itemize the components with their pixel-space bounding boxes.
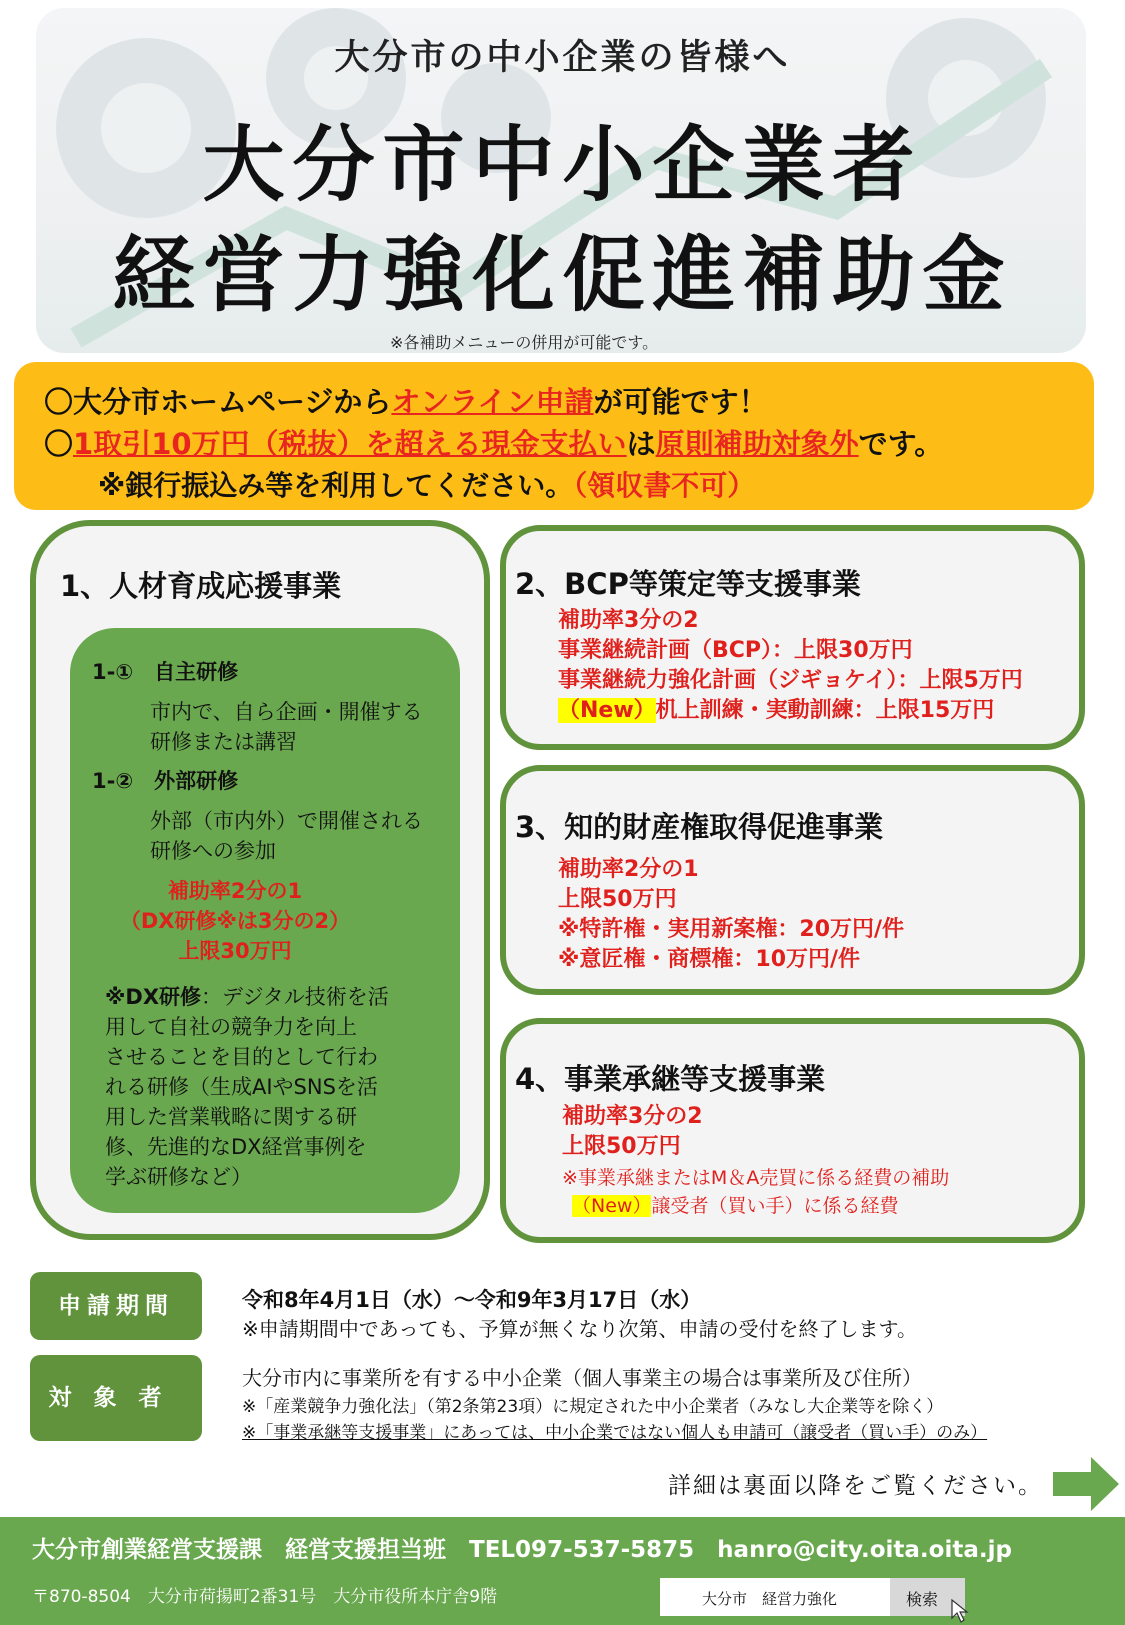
target-note-1: ※「産業競争力強化法」（第2条第23項）に規定された中小企業者（みなし大企業等を除く） <box>242 1397 944 1417</box>
program-4-buyer: （New）譲受者（買い手）に係る経費 <box>572 1195 899 1217</box>
program-3-title: 3、知的財産権取得促進事業 <box>515 810 884 844</box>
notice-box <box>14 362 1094 510</box>
program-1-2-body-1: 外部（市内外）で開催される <box>150 809 423 833</box>
program-1-title: 1、人材育成応援事業 <box>60 569 342 603</box>
program-1-dx-desc-4: れる研修（生成AIやSNSを活 <box>105 1075 378 1099</box>
new-badge: （New） <box>558 698 656 723</box>
search-input[interactable]: 大分市 経営力強化 <box>660 1578 890 1616</box>
program-4-rate: 補助率3分の2 <box>562 1104 703 1129</box>
program-2-training-limit: （New）机上訓練・実動訓練：上限15万円 <box>558 698 995 723</box>
search-button[interactable]: 検索 <box>890 1578 965 1616</box>
see-back-text: 詳細は裏面以降をご覧ください。 <box>668 1473 1043 1499</box>
period-label: 申請期間 <box>30 1272 202 1340</box>
target-label: 対象者 <box>30 1355 202 1441</box>
contact-line: 大分市創業経営支援課 経営支援担当班 TEL097-537-5875 hanro@city.oita.oita.jp <box>32 1537 1012 1563</box>
program-1-1-heading: 1-① 自主研修 <box>92 660 239 684</box>
notice-line-cash: 〇1取引10万円（税抜）を超える現金支払いは原則補助対象外です。 <box>44 427 944 461</box>
notice-line-online: 〇大分市ホームページからオンライン申請が可能です！ <box>44 385 768 419</box>
program-1-limit: 上限30万円 <box>178 939 292 963</box>
program-3-limit: 上限50万円 <box>558 887 677 912</box>
program-1-rate: 補助率2分の1 <box>167 879 303 903</box>
combination-note: ※各補助メニューの併用が可能です。 <box>390 333 659 352</box>
program-3-patent: ※特許権・実用新案権：20万円/件 <box>558 917 905 942</box>
program-2-bcp-limit: 事業継続計画（BCP）：上限30万円 <box>558 638 913 663</box>
cursor-icon <box>950 1598 972 1624</box>
program-4-title: 4、事業承継等支援事業 <box>515 1062 826 1096</box>
program-1-2-body-2: 研修への参加 <box>150 839 276 863</box>
program-3-design: ※意匠権・商標権：10万円/件 <box>558 947 861 972</box>
notice-line-bank: ※銀行振込み等を利用してください。（領収書不可） <box>98 469 756 502</box>
program-1-dx-desc-6: 修、先進的なDX経営事例を <box>105 1135 367 1159</box>
period-note: ※申請期間中であっても、予算が無くなり次第、申請の受付を終了します。 <box>242 1317 917 1341</box>
program-1-dx-rate: （DX研修※は3分の2） <box>119 909 351 933</box>
program-1-dx-desc-5: 用した営業戦略に関する研 <box>105 1105 357 1129</box>
arrow-right-icon <box>1053 1455 1121 1513</box>
page-title-line-1: 大分市中小企業者 <box>202 118 923 213</box>
program-1-1-body-1: 市内で、自ら企画・開催する <box>150 700 423 724</box>
program-1-dx-desc-7: 学ぶ研修など） <box>105 1165 252 1189</box>
lead-text: 大分市の中小企業の皆様へ <box>334 38 791 78</box>
program-1-dx-desc-1: ※DX研修：デジタル技術を活 <box>105 985 389 1009</box>
program-3-rate: 補助率2分の1 <box>558 857 699 882</box>
period-dates: 令和8年4月1日（水）～令和9年3月17日（水） <box>242 1288 702 1312</box>
program-4-limit: 上限50万円 <box>562 1134 681 1159</box>
program-2-title: 2、BCP等策定等支援事業 <box>515 567 861 601</box>
new-badge: （New） <box>572 1195 652 1217</box>
page-title-line-2: 経営力強化促進補助金 <box>112 228 1013 323</box>
program-1-dx-desc-2: 用して自社の競争力を向上 <box>105 1015 357 1039</box>
program-1-2-heading: 1-② 外部研修 <box>92 769 239 793</box>
address-line: 〒870-8504 大分市荷揚町2番31号 大分市役所本庁舎9階 <box>32 1587 498 1607</box>
program-1-1-body-2: 研修または講習 <box>150 730 297 754</box>
target-main: 大分市内に事業所を有する中小企業（個人事業主の場合は事業所及び住所） <box>242 1366 922 1390</box>
target-note-2: ※「事業承継等支援事業」にあっては、中小企業ではない個人も申請可（譲受者（買い手）のみ） <box>242 1423 988 1443</box>
program-2-jigyokei-limit: 事業継続力強化計画（ジギョケイ）：上限5万円 <box>558 668 1023 693</box>
program-4-mna: ※事業承継またはM＆A売買に係る経費の補助 <box>562 1167 950 1189</box>
program-2-rate: 補助率3分の2 <box>558 608 699 633</box>
program-1-dx-desc-3: させることを目的として行わ <box>105 1045 378 1069</box>
